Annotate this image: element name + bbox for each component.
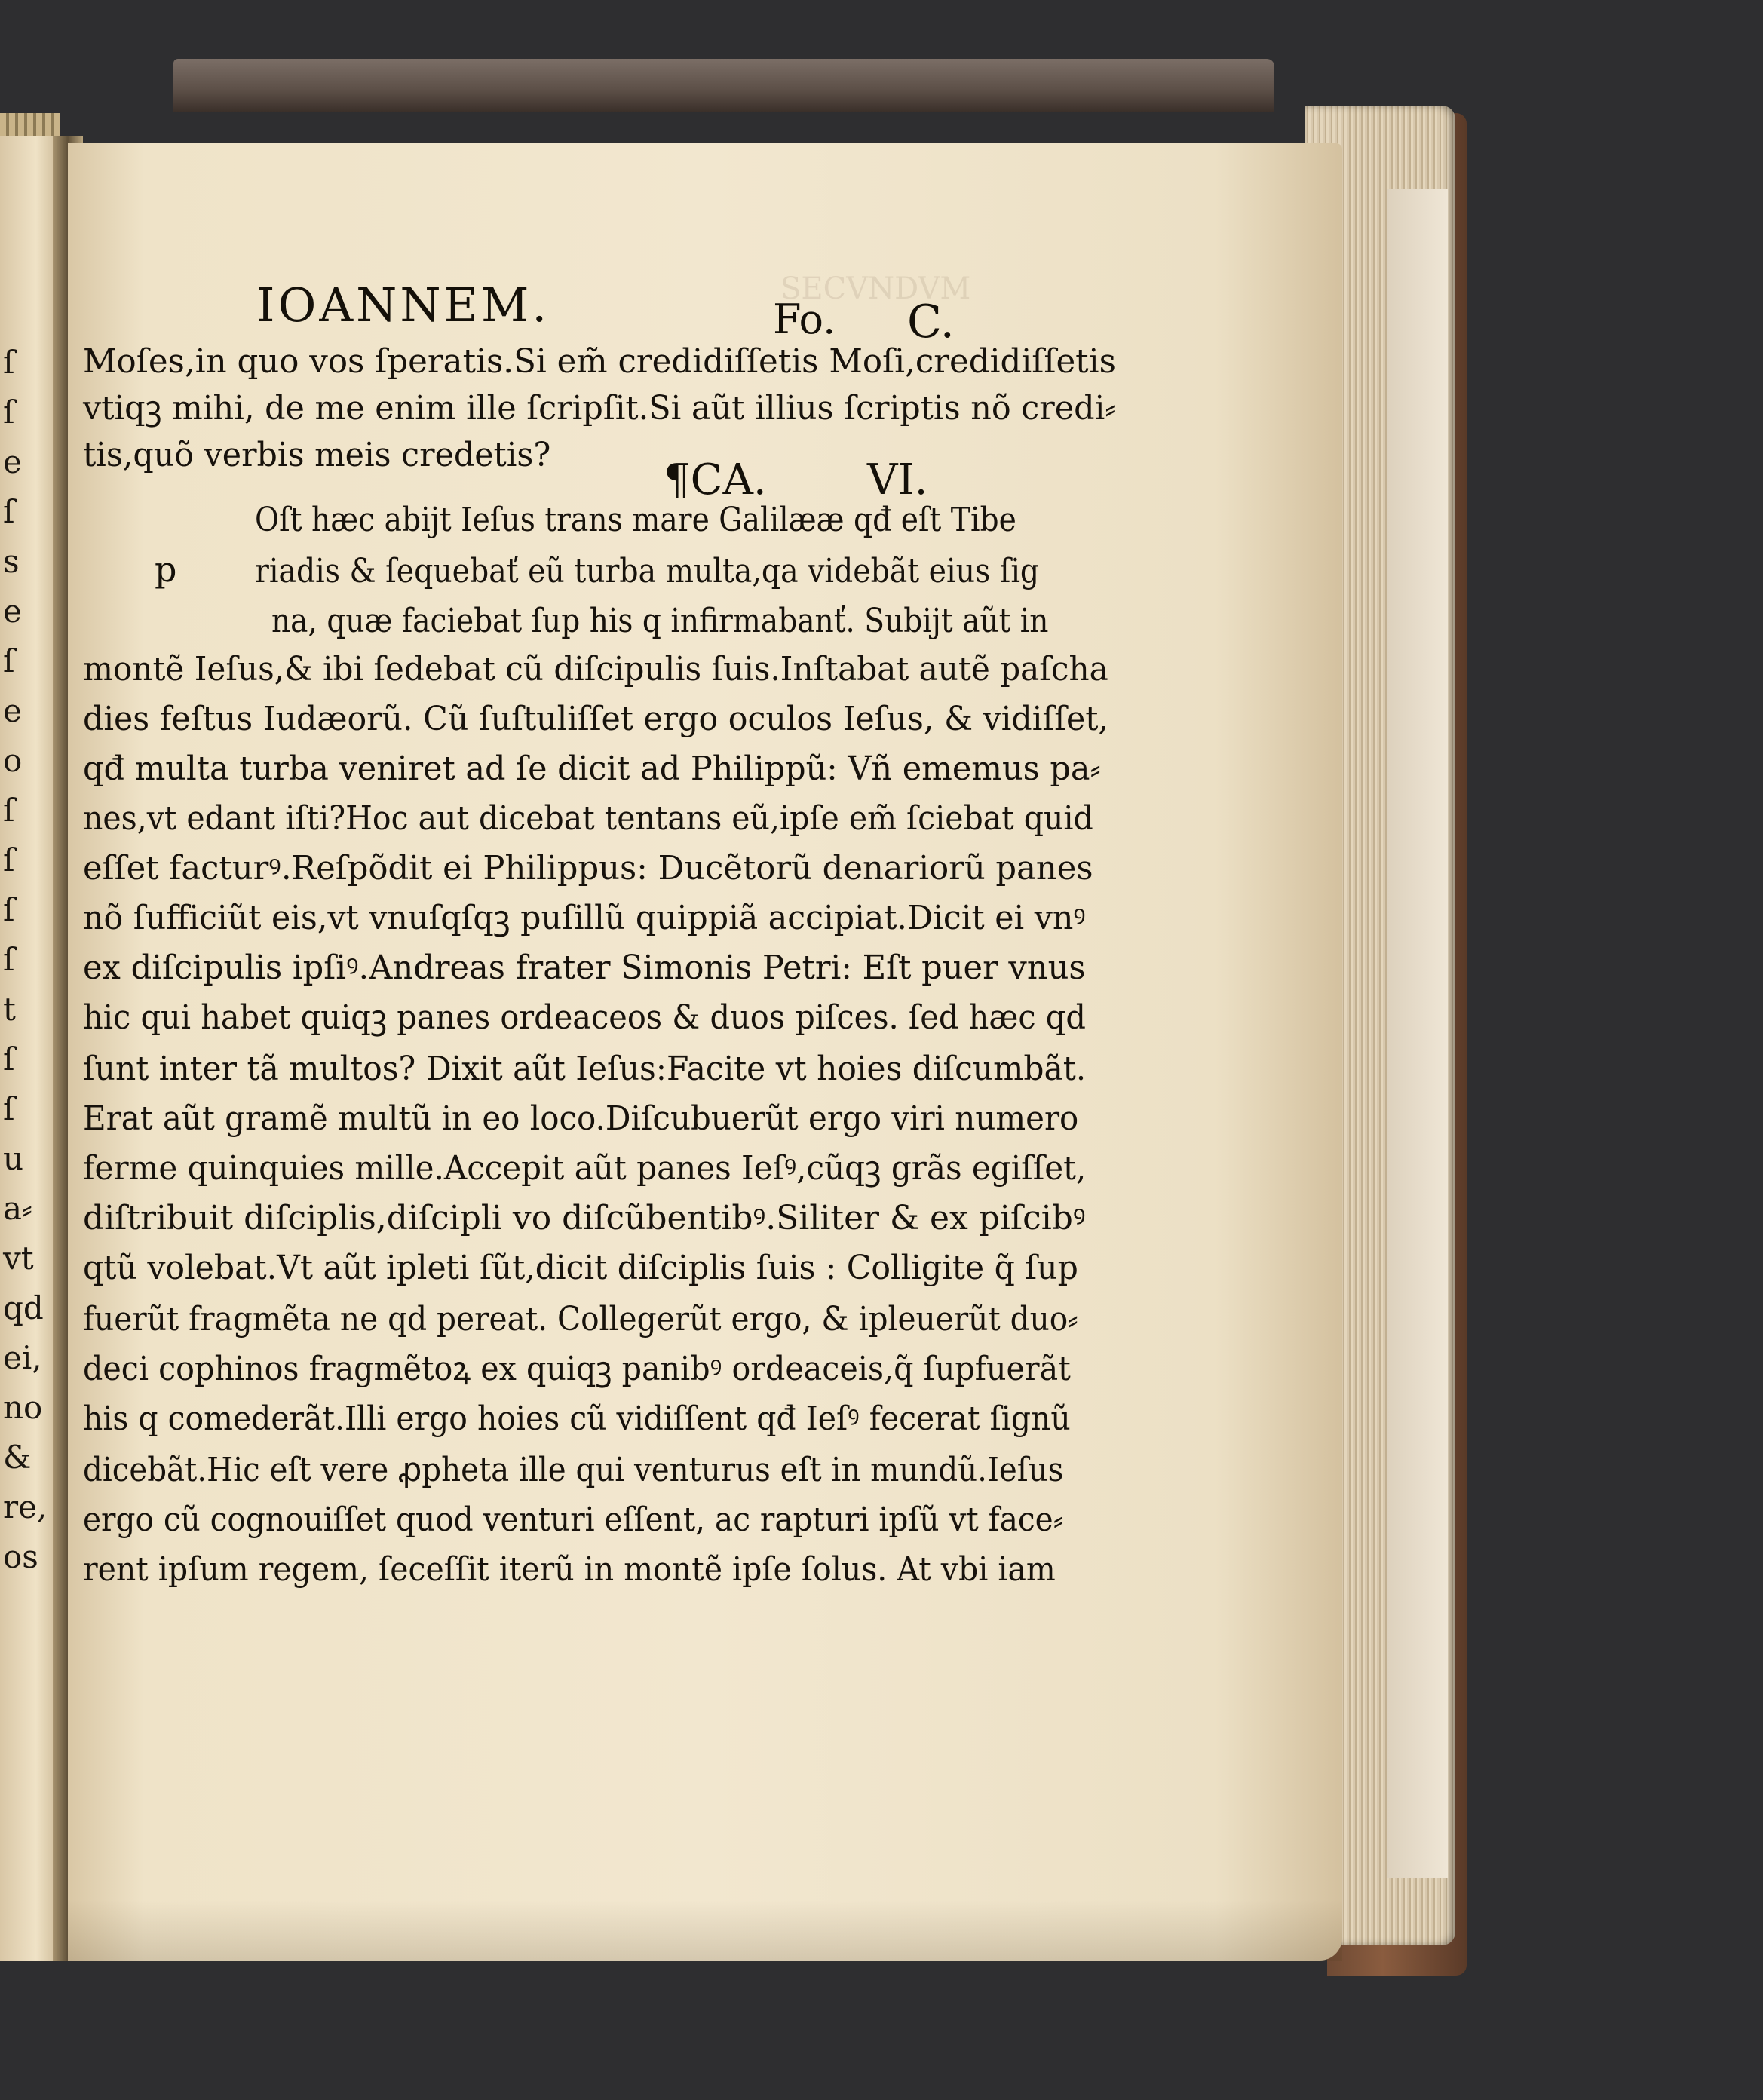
left-page-fragment: re, [3, 1488, 48, 1525]
text-line: rent ipſum regem, ſeceſſit iterũ in montẽ ipſe ſolus. At vbi iam [83, 1550, 1056, 1589]
left-page-fragment: u [3, 1140, 24, 1177]
text-line: ferme quinquies mille.Accepit aũt panes Ieſꝰ,cũqꝫ grãs egiſſet, [83, 1149, 1087, 1188]
text-line: montẽ Ieſus,& ibi ſedebat cũ diſcipulis ſuis.Inſtabat autẽ paſcha [83, 650, 1108, 688]
page-shadow [68, 1900, 1342, 1961]
left-page-fragment: e [3, 443, 22, 480]
text-line: nes,vt edant iſti?Hoc aut dicebat tentans eũ,ipſe em̃ ſciebat quid [83, 799, 1093, 838]
left-page-fragment: o [3, 742, 23, 779]
text-line: Erat aũt gramẽ multũ in eo loco.Diſcubuerũt ergo viri numero [83, 1099, 1079, 1138]
folio-label: Fo. [773, 296, 836, 343]
text-line: deci cophinos fragmẽtoꝝ ex quiqꝫ panibꝰ ordeaceis,q̃ ſupfuerãt [83, 1350, 1071, 1388]
text-line: his q comederãt.Illi ergo hoies cũ vidiſſent qđ Ieſꝰ fecerat ſignũ [83, 1399, 1071, 1438]
left-page-fragment: os [3, 1538, 38, 1575]
left-page-fragment: ſ [3, 941, 15, 978]
left-page-fragment: t [3, 991, 16, 1028]
text-line: tis,quõ verbis meis credetis? [83, 436, 551, 474]
chapter-number: VI. [867, 455, 928, 504]
text-line: vtiqꝫ mihi, de me enim ille ſcripſit.Si aũt illius ſcriptis nõ credi⸗ [83, 389, 1116, 428]
loose-flyleaf [1387, 189, 1448, 1878]
show-through-text: SECVNDVM [780, 271, 971, 306]
left-page-fragment: ſ [3, 642, 15, 679]
text-line: diſtribuit diſciplis,diſcipli vo diſcũbentibꝰ.Siliter & ex piſcibꝰ [83, 1199, 1086, 1237]
left-page-fragment: & [3, 1439, 32, 1476]
text-line: qđ multa turba veniret ad ſe dicit ad Philippũ: Vñ ememus pa⸗ [83, 750, 1101, 788]
left-page-fragment: vt [3, 1240, 34, 1277]
left-page-fragment: ſ [3, 394, 15, 431]
text-line: fuerũt fragmẽta ne qd pereat. Collegerũt ergo, & ipleuerũt duo⸗ [83, 1300, 1078, 1338]
left-page-fragment: a⸗ [3, 1190, 33, 1227]
left-page-fragment: ſ [3, 1090, 15, 1127]
guide-letter: p [155, 549, 177, 590]
left-page-fragment: ei, [3, 1339, 42, 1376]
folio-number: C. [907, 296, 955, 348]
text-line: eſſet facturꝰ.Reſpõdit ei Philippus: Ducẽtorũ denariorũ panes [83, 849, 1093, 888]
left-page-fragment: ſ [3, 792, 15, 829]
text-line: riadis & ſequebať eũ turba multa,qa videbãt eius ſig [255, 552, 1040, 590]
text-line: dicebãt.Hic eſt vere ꝓpheta ille qui venturus eſt in mundũ.Ieſus [83, 1451, 1064, 1489]
text-line: ſunt inter tã multos? Dixit aũt Ieſus:Facite vt hoies diſcumbãt. [83, 1050, 1087, 1088]
left-page-fragment: ſ [3, 344, 15, 381]
left-page-fragment: ſ [3, 1041, 15, 1078]
left-page-fragment: ſ [3, 891, 15, 928]
left-page-fragment: s [3, 543, 20, 580]
text-line: ex diſcipulis ipſiꝰ.Andreas frater Simonis Petri: Eſt puer vnus [83, 949, 1086, 987]
book-cover-top-edge [173, 59, 1274, 112]
left-page-fragment: ſ [3, 842, 15, 878]
text-line: na, quæ faciebat ſup his q infirmabanť. Subijt aũt in [271, 602, 1049, 640]
left-page-fragment: e [3, 593, 22, 630]
left-page-fragment: ſ [3, 493, 15, 530]
text-line: nõ ſufficiũt eis,vt vnuſqſqꝫ puſillũ quippiã accipiat.Dicit ei vnꝰ [83, 899, 1086, 937]
text-line: Moſes,in quo vos ſperatis.Si em̃ credidiſſetis Moſi,credidiſſetis [83, 342, 1116, 381]
left-page-fragment: e [3, 692, 22, 729]
text-line: hic qui habet quiqꝫ panes ordeaceos & duos piſces. ſed hæc qd [83, 998, 1086, 1037]
running-head: IOANNEM. [256, 277, 550, 333]
text-line: dies feſtus Iudæorũ. Cũ ſuſtuliſſet ergo oculos Ieſus, & vidiſſet, [83, 700, 1108, 738]
text-line: qtũ volebat.Vt aũt ipleti ſũt,dicit diſciplis ſuis : Colligite q̃ ſup [83, 1249, 1078, 1287]
text-line: Oſt hæc abijt Ieſus trans mare Galilææ qđ eſt Tibe [255, 501, 1016, 539]
left-page-fragment: qd [3, 1289, 44, 1326]
left-page-fragment: no [3, 1389, 43, 1426]
text-line: ergo cũ cognouiſſet quod venturi eſſent, ac rapturi ipſũ vt face⸗ [83, 1501, 1064, 1539]
chapter-mark: ¶CA. [664, 455, 767, 504]
